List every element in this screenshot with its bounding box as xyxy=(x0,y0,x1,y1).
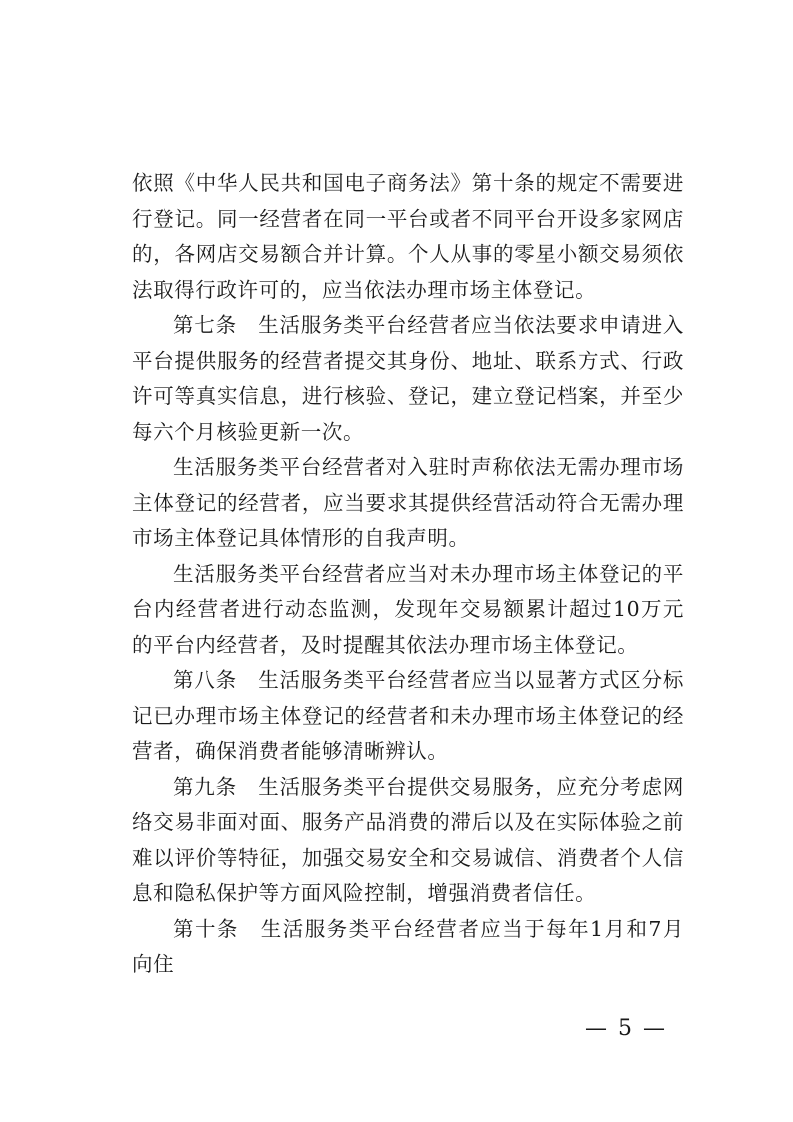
paragraph-article-9: 第九条 生活服务类平台提供交易服务，应充分考虑网络交易非面对面、服务产品消费的滞后以及在实际体验之前难以评价等特征，加强交易安全和交易诚信、消费者个人信息和隐私保护等方面风险控制，增强消费者信任。 xyxy=(132,774,684,905)
paragraph-1: 依照《中华人民共和国电子商务法》第十条的规定不需要进行登记。同一经营者在同一平台或者不同平台开设多家网店的，各网店交易额合并计算。个人从事的零星小额交易须依法取得行政许可的，应当依法办理市场主体登记。 xyxy=(132,171,684,302)
paragraph-4: 生活服务类平台经营者应当对未办理市场主体登记的平台内经营者进行动态监测，发现年交易额累计超过10万元的平台内经营者，及时提醒其依法办理市场主体登记。 xyxy=(132,561,684,657)
paragraph-article-7: 第七条 生活服务类平台经营者应当依法要求申请进入平台提供服务的经营者提交其身份、地址、联系方式、行政许可等真实信息，进行核验、登记，建立登记档案，并至少每六个月核验更新一次。 xyxy=(132,313,684,444)
paragraph-article-8: 第八条 生活服务类平台经营者应当以显著方式区分标记已办理市场主体登记的经营者和未办理市场主体登记的经营者，确保消费者能够清晰辨认。 xyxy=(132,668,684,763)
paragraph-article-10: 第十条 生活服务类平台经营者应当于每年1月和7月向住 xyxy=(132,916,684,976)
document-body xyxy=(132,166,684,983)
page-number: — 5 — xyxy=(585,1016,667,1041)
paragraph-3: 生活服务类平台经营者对入驻时声称依法无需办理市场主体登记的经营者，应当要求其提供经营活动符合无需办理市场主体登记具体情形的自我声明。 xyxy=(132,455,684,550)
